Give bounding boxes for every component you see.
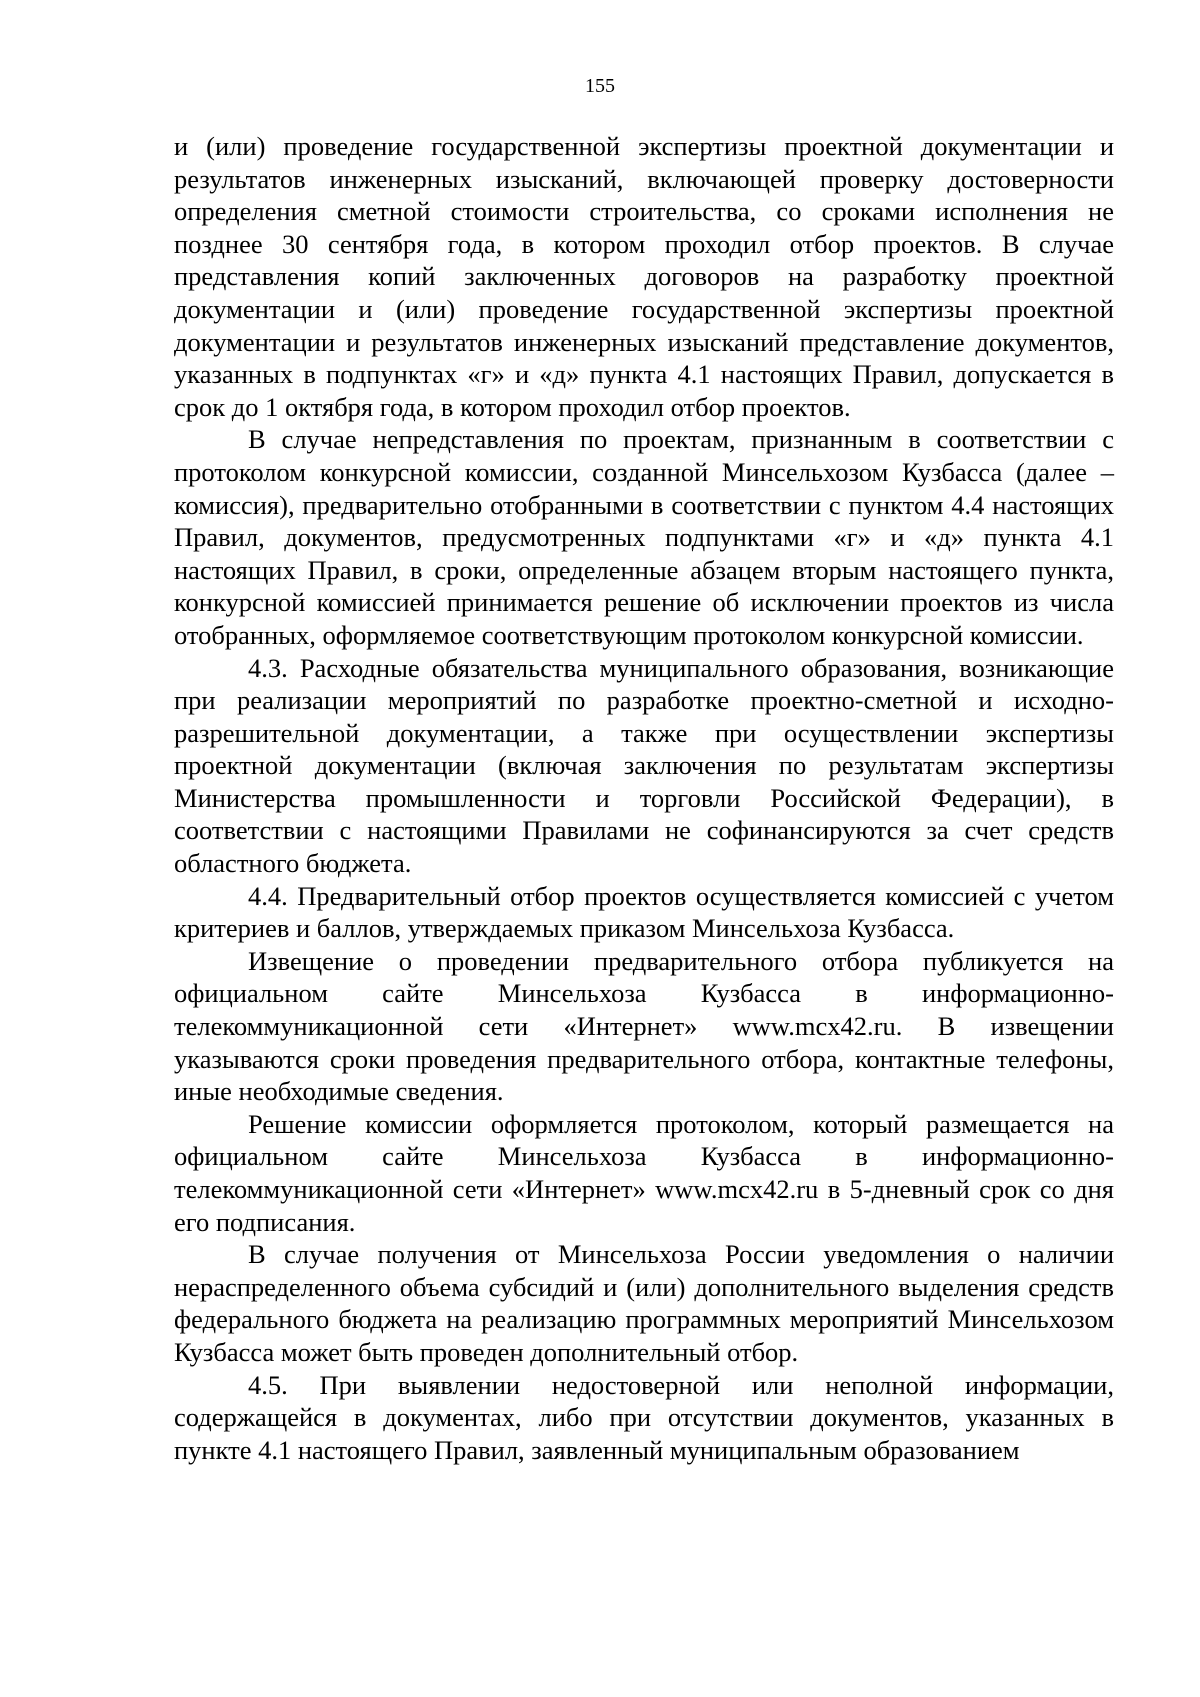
paragraph-additional-selection: В случае получения от Минсельхоза России уведомления о наличии нераспределенного объема субсидий и (или) дополнительного выделения средств федерального бюджета на реализацию программных мероприятий Минсельхозом Кузбасса может быть проведен дополнительный отбор. (174, 1239, 1114, 1367)
page-number: 155 (585, 75, 615, 97)
paragraph-notice: Извещение о проведении предварительного отбора публикуется на официальном сайте Минсельхоза Кузбасса в информационно-телекоммуникационной сети «Интернет» www.mcx42.ru. В извещении указываются сроки проведения предварительного отбора, контактные телефоны, иные необходимые сведения. (174, 945, 1114, 1107)
paragraph-non-submission: В случае непредставления по проектам, признанным в соответствии с протоколом конкурсной комиссии, созданной Минсельхозом Кузбасса (далее – комиссия), предварительно отобранными в соответствии с пунктом 4.4 настоящих Правил, документов, предусмотренных подпунктами «г» и «д» пункта 4.1 настоящих Правил, в сроки, определенные абзацем вторым настоящего пункта, конкурсной комиссией принимается решение об исключении проектов из числа отобранных, оформляемое соответствующим протоколом конкурсной комиссии. (174, 424, 1114, 650)
document-body (174, 130, 1114, 1466)
paragraph-decision: Решение комиссии оформляется протоколом, который размещается на официальном сайте Минсельхоза Кузбасса в информационно-телекоммуникационной сети «Интернет» www.mcx42.ru в 5-дневный срок со дня его подписания. (174, 1108, 1114, 1237)
paragraph-4-4: 4.4. Предварительный отбор проектов осуществляется комиссией с учетом критериев и баллов, утверждаемых приказом Минсельхоза Кузбасса. (174, 880, 1114, 944)
paragraph-4-5: 4.5. При выявлении недостоверной или неполной информации, содержащейся в документах, либо при отсутствии документов, указанных в пункте 4.1 настоящего Правил, заявленный муниципальным образованием (174, 1369, 1114, 1465)
paragraph-4-3: 4.3. Расходные обязательства муниципального образования, возникающие при реализации мероприятий по разработке проектно-сметной и исходно-разрешительной документации, а также при осуществлении экспертизы проектной документации (включая заключения по результатам экспертизы Министерства промышленности и торговли Российской Федерации), в соответствии с настоящими Правилами не софинансируются за счет средств областного бюджета. (174, 652, 1114, 879)
paragraph-continuation: и (или) проведение государственной экспертизы проектной документации и результатов инженерных изысканий, включающей проверку достоверности определения сметной стоимости строительства, со сроками исполнения не позднее 30 сентября года, в котором проходил отбор проектов. В случае представления копий заключенных договоров на разработку проектной документации и (или) проведение государственной экспертизы проектной документации и результатов инженерных изысканий представление документов, указанных в подпунктах «г» и «д» пункта 4.1 настоящих Правил, допускается в срок до 1 октября года, в котором проходил отбор проектов. (174, 131, 1114, 422)
